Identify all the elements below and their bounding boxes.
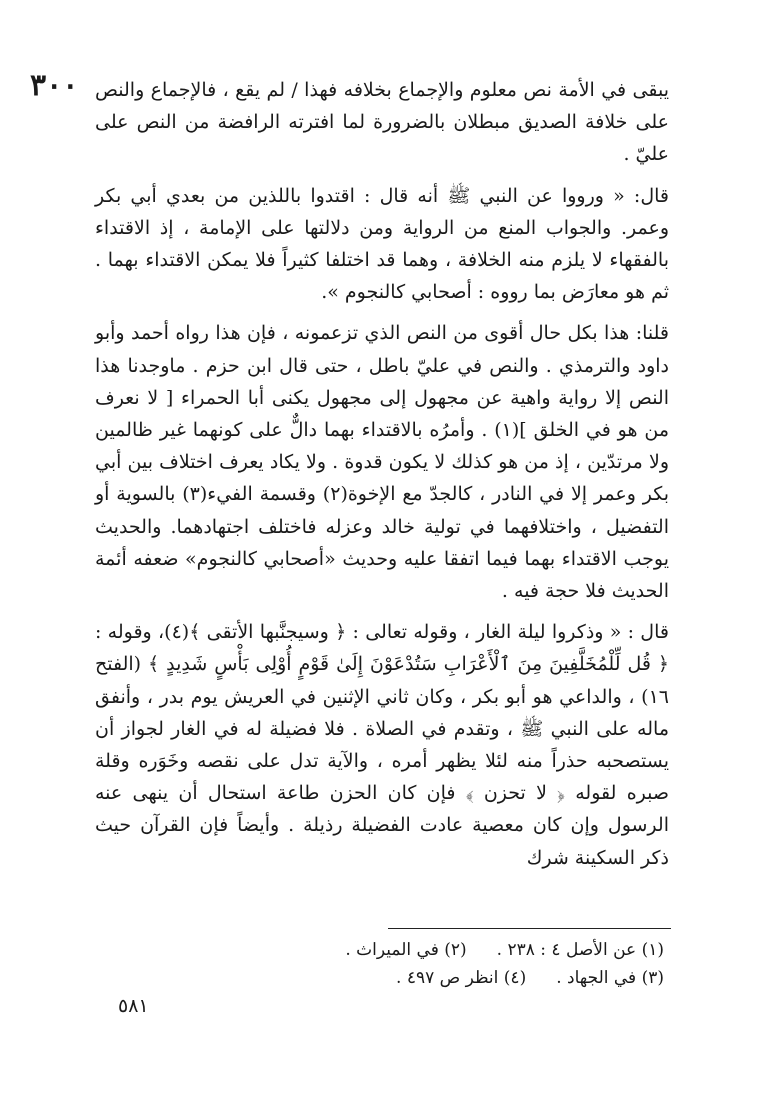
text-line: على خلافة الصديق مبطلان بالضرورة لما افترته الرافضة من النص على عليّ .: [95, 111, 669, 166]
text-line: قال: « ورووا عن النبي ﷺ أنه قال : اقتدوا باللذين من بعدي أبي بكر: [95, 184, 669, 207]
text-line: بالفقهاء لا يلزم منه الخلافة ، وهما قد اختلفا كثيراً فلا يمكن الاقتداء بهما . ثم: [95, 249, 669, 304]
text-line: في الخلق ](١) . وأمرُه بالاقتداء بهما دالٌّ على كونهما غير ظالمين ولا مرتدّين ، إذ: [95, 419, 669, 474]
text-line: وأنفق ماله على النبي ﷺ ، وتقدم في الصلاة . فلا فضيلة له في الغار لجواز أن: [95, 685, 669, 740]
footnote: (٢) في الميراث .: [345, 940, 467, 960]
footnote-row: [320, 964, 664, 992]
text-line: هو معارَض بما رووه : أصحابي كالنجوم ».: [321, 281, 646, 304]
text-line: وعمر. والجواب المنع من الرواية ومن دلالتها على الإمامة ، إذ الاقتداء: [95, 216, 669, 239]
text-line: وأبو داود والترمذي . والنص في عليّ باطل ، حتى قال ابن حزم . ماوجدنا هذا: [95, 322, 669, 377]
paragraph: [95, 180, 669, 309]
text-line: يستصحبه حذراً منه لئلا يظهر أمره ، والآية تدل على نقصه وخَوَره وقلة صبره: [95, 750, 669, 805]
page-number: ٥٨١: [118, 995, 149, 1017]
text-line: واختلافهما في تولية خالد وعزله فاختلف اجتهادهما. والحديث يوجب الاقتداء بهما فيما: [95, 515, 670, 570]
margin-section-number: ٣٠٠: [30, 68, 79, 103]
footnotes: [320, 936, 664, 992]
text-line: في النادر ، كالجدّ مع الإخوة(٢) وقسمة الفيء(٣) بالسوية أو التفضيل ،: [95, 483, 669, 538]
text-line: كان معصية عادت الفضيلة رذيلة . وأيضاً فإن القرآن حيث ذكر السكينة شرك: [95, 814, 669, 869]
text-line: يبقى في الأمة نص معلوم والإجماع بخلافه فهذا / لم يقع ، فالإجماع والنص: [95, 79, 669, 101]
text-line: اتفقا عليه وحديث «أصحابي كالنجوم» ضعفه أئمة الحديث فلا حجة فيه .: [95, 547, 669, 603]
footnote: (٤) انظر ص ٤٩٧ .: [396, 968, 527, 988]
text-line: قلنا: هذا بكل حال أقوى من النص الذي تزعمونه ، فإن هذا رواه أحمد: [130, 322, 670, 345]
text-line: قال : « وذكروا ليلة الغار ، وقوله تعالى : ﴿ وسيجنَّبها الأتقى ﴾(٤)،: [158, 621, 669, 644]
text-line: (الفتح ١٦) ، والداعي هو أبو بكر ، وكان ثاني الإثنين في العريش يوم بدر ،: [95, 653, 669, 708]
text-line: من هو كذلك لا يكون قدوة . ولا يكاد يعرف اختلاف بين أبي بكر وعمر إلا: [95, 451, 669, 506]
text-line: لقوله ﴿ لا تحزن ﴾ فإن كان الحزن طاعة استحال أن ينهى عنه الرسول وإن: [95, 782, 669, 837]
footnote-row: [320, 936, 664, 964]
paragraph: [95, 616, 669, 874]
footnote: (١) عن الأصل ٤ : ٢٣٨ .: [496, 940, 664, 960]
footnote: (٣) في الجهاد .: [556, 968, 664, 988]
text-line: النص إلا رواية واهية عن مجهول إلى مجهول يكنى أبا الحمراء [ لا نعرف من هو: [95, 386, 670, 442]
footnote-divider: [388, 928, 671, 929]
paragraph: [95, 317, 669, 607]
text-line: وقوله : ﴿ قُل لِّلْمُخَلَّفِينَ مِنَ ٱلْأَعْرَابِ سَتُدْعَوْنَ إِلَىٰ قَوْمٍ أُوْلِى بَأْسٍ شَدِيدٍ ﴾: [95, 621, 669, 676]
main-text: [95, 74, 669, 874]
paragraph: [95, 74, 669, 171]
